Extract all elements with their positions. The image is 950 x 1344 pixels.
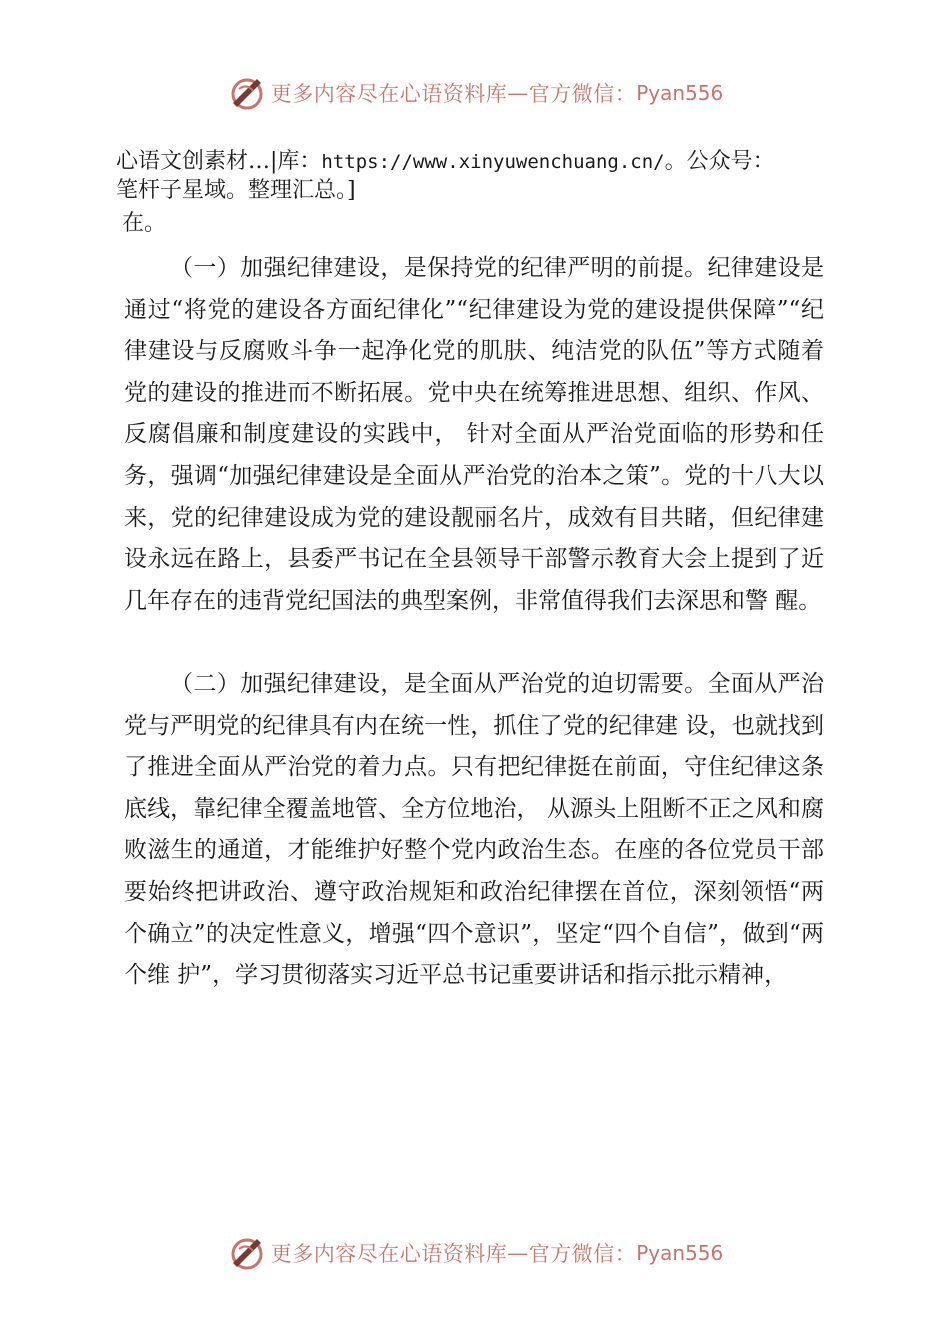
source-url: https://www.xinyuwenchuang.cn/	[321, 151, 665, 173]
source-line-2: 笔杆子星域。整理汇总。]	[116, 178, 356, 203]
paragraph-2: （二）加强纪律建设，是全面从严治党的迫切需要。全面从严治党与严明党的纪律具有内在统一性，抓住了党的纪律建 设，也就找到了推进全面从严治党的着力点。只有把纪律挺在前面，守住纪律这条底线，靠纪律全覆盖地管、全方位地治， 从源头上阻断不正之风和腐败滋生的通道，才能维护好整个党内政治生态。在座的各位党员干部要始终把讲政治、遵守政治规矩和政治纪律摆在首位，深刻领悟“两个确立”的决定性意义，增强“四个意识”，坚定“四个自信”，做到“两个维 护”，学习贯彻落实习近平总书记重要讲话和指示批示精神，	[124, 671, 824, 989]
source-suffix: 。公众号：	[664, 149, 775, 174]
continuation-text: 在。	[122, 211, 167, 236]
bottom-banner	[0, 1231, 950, 1275]
pen-logo-icon	[227, 1233, 267, 1273]
source-prefix: 心语文创素材…|库：	[116, 149, 322, 174]
paragraph-1: （一）加强纪律建设，是保持党的纪律严明的前提。纪律建设是通过“将党的建设各方面纪律化”“纪律建设为党的建设提供保障”“纪律建设与反腐败斗争一起净化党的肌肤、纯洁党的队伍”等方式随着党的建设的推进而不断拓展。党中央在统筹推进思想、组织、作风、反腐倡廉和制度建设的实践中， 针对全面从严治党面临的形势和任务，强调“加强纪律建设是全面从严治党的治本之策”。党的十八大以来，党的纪律建设成为党的建设靓丽名片，成效有目共睹，但纪律建设永远在路上，县委严书记在全县领导干部警示教育大会上提到了近几年存在的违背党纪国法的典型案例，非常值得我们去深思和警 醒。	[124, 255, 824, 614]
banner-wechat-label: 官方微信：	[528, 82, 637, 106]
banner-text: 更多内容尽在心语资料库	[270, 1242, 508, 1266]
banner-dash: —	[507, 81, 529, 105]
banner-text: 更多内容尽在心语资料库	[270, 82, 508, 106]
source-line	[116, 148, 876, 176]
banner-dash: —	[507, 1241, 529, 1265]
banner-wechat-id: Pyan556	[636, 1241, 724, 1265]
pen-logo-icon	[227, 73, 267, 113]
banner-wechat-id: Pyan556	[636, 81, 724, 105]
top-banner	[0, 71, 950, 115]
banner-wechat-label: 官方微信：	[528, 1242, 637, 1266]
